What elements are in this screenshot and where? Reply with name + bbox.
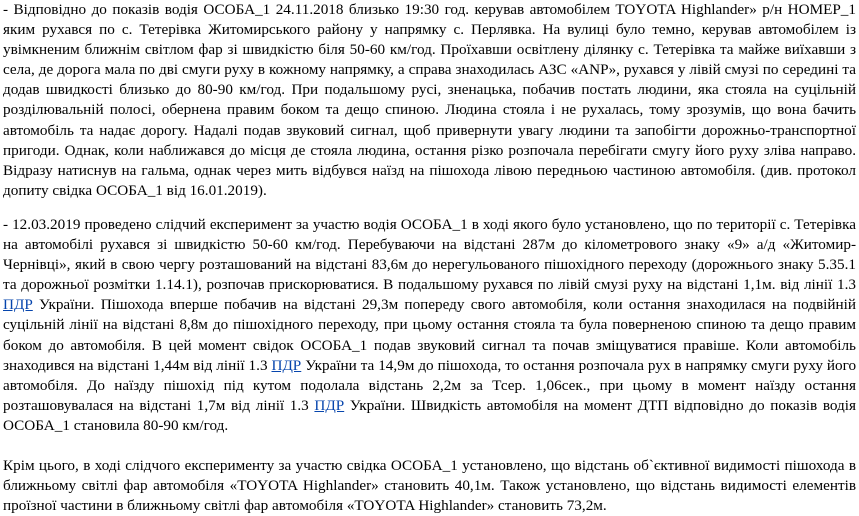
paragraph-driver-testimony: - Відповідно до показів водія ОСОБА_1 24.11.2018 близько 19:30 год. керував автомобілем TOYOTA Highlander» р/н НОМЕР_1 яким рухався по с. Тетерівка Житомирського району у напрямку с. Перлявка. На вулиці було темно, керував автомобілем із увімкненим ближнім світлом фар зі швидкістю біля 50-60 км/год. Проїхавши освітлену ділянку с. Тетерівка та майже виїхавши з села, де дорога мала по дві смуги руху в кожному напрямку, а справа знаходилась АЗС «ANP», рухався у лівій смузі по середині та додав швидкості близько до 80-90 км/год. При подальшому русі, зненацька, побачив постать людини, яка стояла на суцільній розділювальній полосі, обернена правим боком та дещо спиною. Людина стояла і не рухалась, тому зрозумів, що вона бачить автомобіль та надає дорогу. Надалі подав звуковий сигнал, щоб привернути увагу людини та запобігти дорожньо-транспортної пригоди. Однак, коли наближався до місця де стояла людина, остання різко розпочала перебігати смугу його руху зліва направо. Відразу натиснув на гальма, однак через мить відбувся наїзд на пішохода лівою передньою частиною автомобіля. (див. протокол допиту свідка ОСОБА_1 від 16.01.2019). <box>3 1 856 199</box>
experiment-text-part-3: України та 14,9м до пішохода, то остання розпочала рух в напрямку смуги руху його автомобіля. До наїзду пішохід під кутом подолала відстань 2,2м за Тсер. 1,06сек., при цьому в момент наїзду остання розташовувалася на відстані 1,7м від лінії 1.3 <box>3 356 857 414</box>
paragraph-investigative-experiment <box>3 215 856 436</box>
paragraph-gap <box>3 436 856 456</box>
experiment-text-part-2: України. Пішохода вперше побачив на відстані 29,3м попереду свого автомобіля, коли остання знаходилася на подвійній суцільній лінії на відстані 8,8м до пішохідного переходу, при цьому остання стояла та була поверненою спиною та дещо правим боком до автомобіля. В цей момент свідок ОСОБА_1 подав звуковий сигнал та почав зміщуватися правіше. Коли автомобіль знаходився на відстані 1,44м від лінії 1.3 <box>3 296 856 374</box>
paragraph-visibility-findings: Крім цього, в ході слідчого експерименту за участю свідка ОСОБА_1 установлено, що відстань об`єктивної видимості пішохода в ближньому світлі фар автомобіля «TOYOTA Highlander» становить 40,1м. Також установлено, що відстань видимості елементів проїзної частини в ближньому світлі фар автомобіля «TOYOTA Highlander» становить 73,2м. <box>3 456 856 515</box>
traffic-rules-link-1[interactable]: ПДР <box>3 296 33 314</box>
experiment-text-part-4: України. Швидкість автомобіля на момент ДТП відповідно до показів водія ОСОБА_1 становила 80-90 км/год. <box>3 396 856 434</box>
traffic-rules-link-3[interactable]: ПДР <box>314 396 345 414</box>
experiment-text-part-1: - 12.03.2019 проведено слідчий експеримент за участю водія ОСОБА_1 в ході якого було установлено, що по території с. Тетерівка на автомобілі рухався зі швидкістю 50-60 км/год. Перебуваючи на відстані 287м до кілометрового знаку «9» а/д «Житомир-Чернівці», який в свою чергу розташований на відстані 83,6м до нерегульованого пішохідного переходу (дорожнього знаку 5.35.1 та дорожньої розмітки 1.14.1), розпочав прискорюватися. В подальшому рухався по лівій смузі руху на відстані 1,1м. від лінії 1.3 <box>3 215 856 294</box>
paragraph-gap <box>3 201 856 215</box>
traffic-rules-link-2[interactable]: ПДР <box>271 356 302 374</box>
